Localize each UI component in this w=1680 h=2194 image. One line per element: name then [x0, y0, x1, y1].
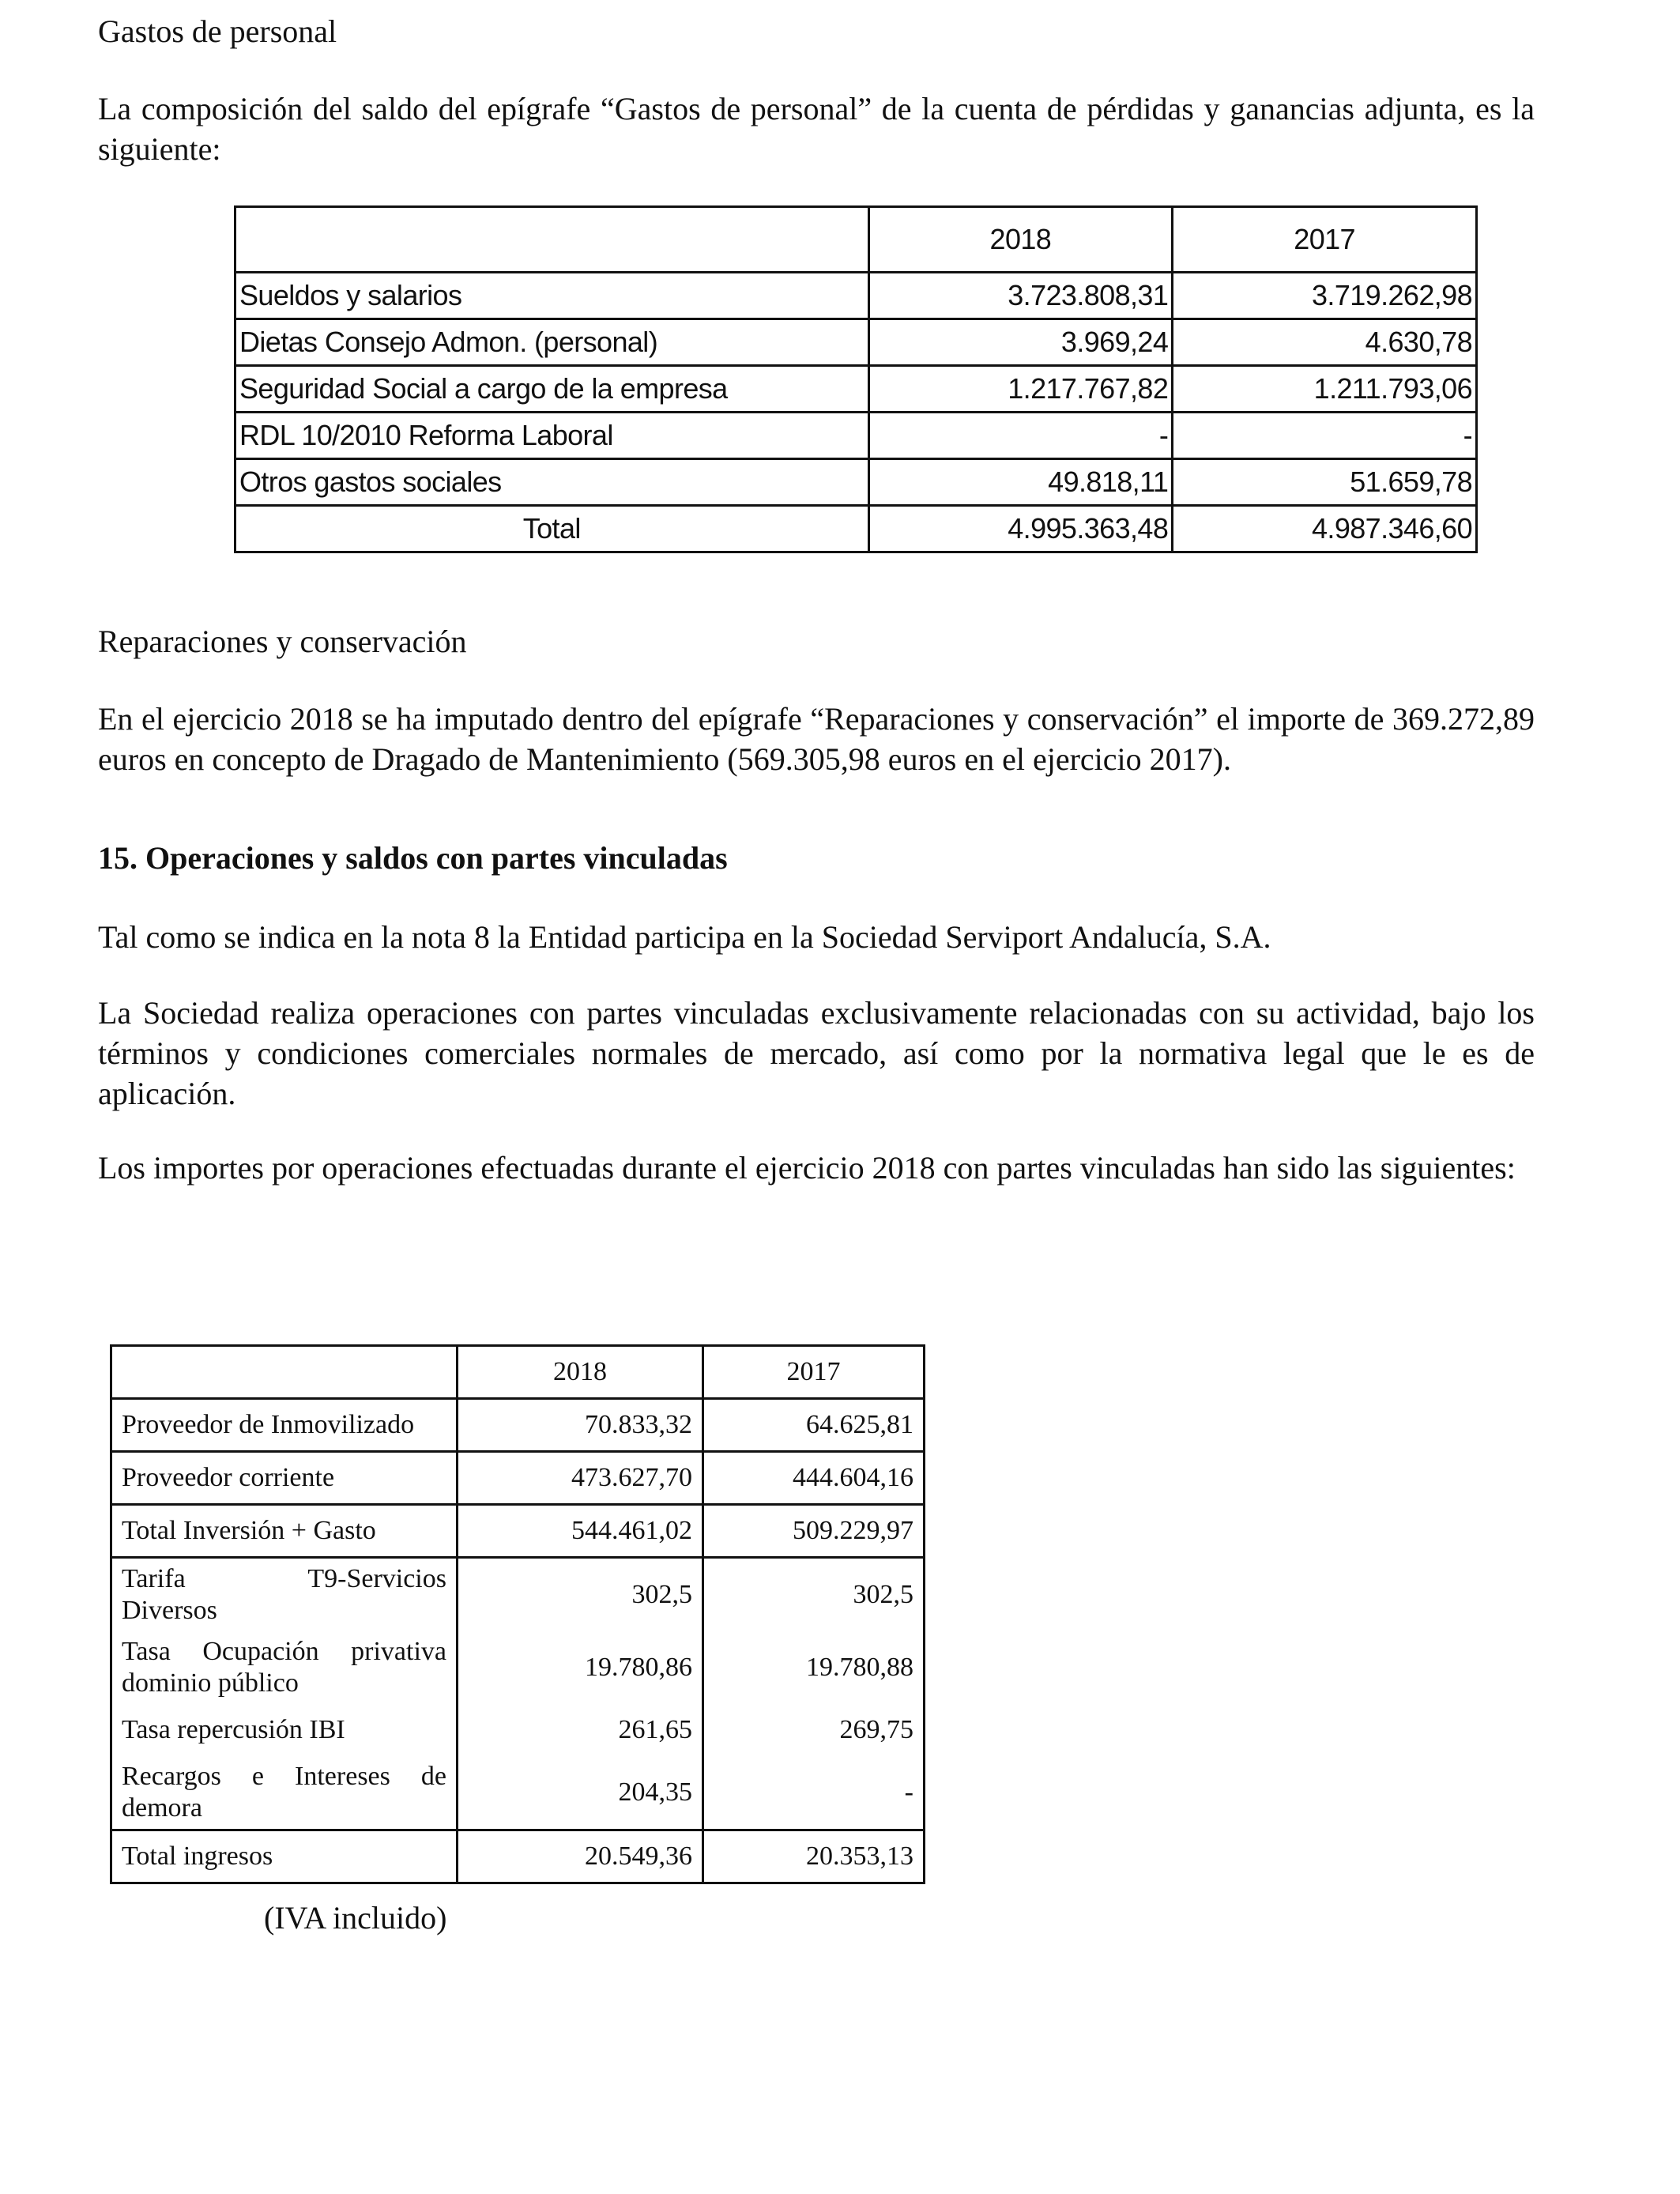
value-2017: 51.659,78 — [1173, 459, 1477, 506]
row-label: Recargos e Intereses de demora — [111, 1756, 458, 1830]
header-cell-empty — [111, 1346, 458, 1399]
total-2017: 20.353,13 — [703, 1830, 925, 1883]
value-2017: 509.229,97 — [703, 1505, 925, 1558]
value-2018: 19.780,86 — [458, 1631, 703, 1704]
row-label: Dietas Consejo Admon. (personal) — [235, 319, 869, 366]
value-2018: 3.723.808,31 — [868, 273, 1173, 319]
header-cell-2017: 2017 — [703, 1346, 925, 1399]
row-label: Otros gastos sociales — [235, 459, 869, 506]
row-label: Proveedor de Inmovilizado — [111, 1399, 458, 1452]
row-label: Tasa Ocupación privativa dominio público — [111, 1631, 458, 1704]
iva-note: (IVA incluido) — [264, 1900, 447, 1936]
value-2017: 64.625,81 — [703, 1399, 925, 1452]
value-2017: 3.719.262,98 — [1173, 273, 1477, 319]
header-cell-2018: 2018 — [868, 207, 1173, 273]
value-2018: 49.818,11 — [868, 459, 1173, 506]
table-row — [235, 459, 1477, 506]
value-2017: 302,5 — [703, 1558, 925, 1632]
table-header-row — [111, 1346, 925, 1399]
table-row — [111, 1631, 925, 1704]
table-row — [235, 273, 1477, 319]
row-label: RDL 10/2010 Reforma Laboral — [235, 413, 869, 459]
table-row — [111, 1505, 925, 1558]
row-label: Tasa repercusión IBI — [111, 1704, 458, 1756]
table-row — [235, 413, 1477, 459]
value-2017: 19.780,88 — [703, 1631, 925, 1704]
value-2018: 261,65 — [458, 1704, 703, 1756]
row-label — [111, 1558, 458, 1632]
table-partes-vinculadas — [110, 1344, 925, 1884]
value-2017: 1.211.793,06 — [1173, 366, 1477, 413]
total-label: Total — [235, 506, 869, 552]
value-2017: 4.630,78 — [1173, 319, 1477, 366]
row-label-word: Tarifa — [122, 1564, 186, 1593]
value-2017: - — [1173, 413, 1477, 459]
total-label: Total ingresos — [111, 1830, 458, 1883]
header-cell-2017: 2017 — [1173, 207, 1477, 273]
value-2018: 1.217.767,82 — [868, 366, 1173, 413]
table-row — [235, 319, 1477, 366]
heading-section-15: 15. Operaciones y saldos con partes vinculadas — [98, 840, 728, 876]
row-label-line: Diversos — [122, 1596, 217, 1625]
paragraph-operaciones: La Sociedad realiza operaciones con partes vinculadas exclusivamente relacionadas con su actividad, bajo los términos y condiciones comerciales normales de mercado, así como por la normativa legal que le es de aplicación. — [98, 995, 1535, 1111]
value-2018: 302,5 — [458, 1558, 703, 1632]
value-2017: - — [703, 1756, 925, 1830]
total-2018: 20.549,36 — [458, 1830, 703, 1883]
table-header-row — [235, 207, 1477, 273]
table-gastos-personal — [234, 205, 1478, 553]
value-2018: 204,35 — [458, 1756, 703, 1830]
table-row — [111, 1399, 925, 1452]
table-total-row — [235, 506, 1477, 552]
table-row — [111, 1756, 925, 1830]
value-2018: - — [868, 413, 1173, 459]
heading-gastos-personal: Gastos de personal — [98, 13, 337, 49]
intro-gastos-personal: La composición del saldo del epígrafe “Gastos de personal” de la cuenta de pérdidas y ganancias adjunta, es la siguiente: — [98, 91, 1535, 167]
value-2017: 444.604,16 — [703, 1452, 925, 1505]
value-2018: 3.969,24 — [868, 319, 1173, 366]
header-cell-empty — [235, 207, 869, 273]
text-reparaciones: En el ejercicio 2018 se ha imputado dentro del epígrafe “Reparaciones y conservación” el importe de 369.272,89 euros en concepto de Dragado de Mantenimiento (569.305,98 euros en el ejercicio 2017). — [98, 701, 1535, 777]
paragraph-importes: Los importes por operaciones efectuadas durante el ejercicio 2018 con partes vinculadas han sido las siguientes: — [98, 1150, 1516, 1186]
row-label: Seguridad Social a cargo de la empresa — [235, 366, 869, 413]
row-label-line — [122, 1563, 446, 1595]
value-2018: 544.461,02 — [458, 1505, 703, 1558]
row-label: Sueldos y salarios — [235, 273, 869, 319]
table-total-row — [111, 1830, 925, 1883]
table-row — [235, 366, 1477, 413]
paragraph-nota-8: Tal como se indica en la nota 8 la Entidad participa en la Sociedad Serviport Andalucía, S.A. — [98, 919, 1271, 955]
header-cell-2018: 2018 — [458, 1346, 703, 1399]
row-label: Proveedor corriente — [111, 1452, 458, 1505]
total-2017: 4.987.346,60 — [1173, 506, 1477, 552]
row-label: Total Inversión + Gasto — [111, 1505, 458, 1558]
total-2018: 4.995.363,48 — [868, 506, 1173, 552]
row-label-word: T9-Servicios — [307, 1564, 446, 1593]
value-2018: 70.833,32 — [458, 1399, 703, 1452]
table-row — [111, 1452, 925, 1505]
value-2018: 473.627,70 — [458, 1452, 703, 1505]
value-2017: 269,75 — [703, 1704, 925, 1756]
table-row — [111, 1558, 925, 1632]
table-row — [111, 1704, 925, 1756]
heading-reparaciones: Reparaciones y conservación — [98, 624, 467, 659]
